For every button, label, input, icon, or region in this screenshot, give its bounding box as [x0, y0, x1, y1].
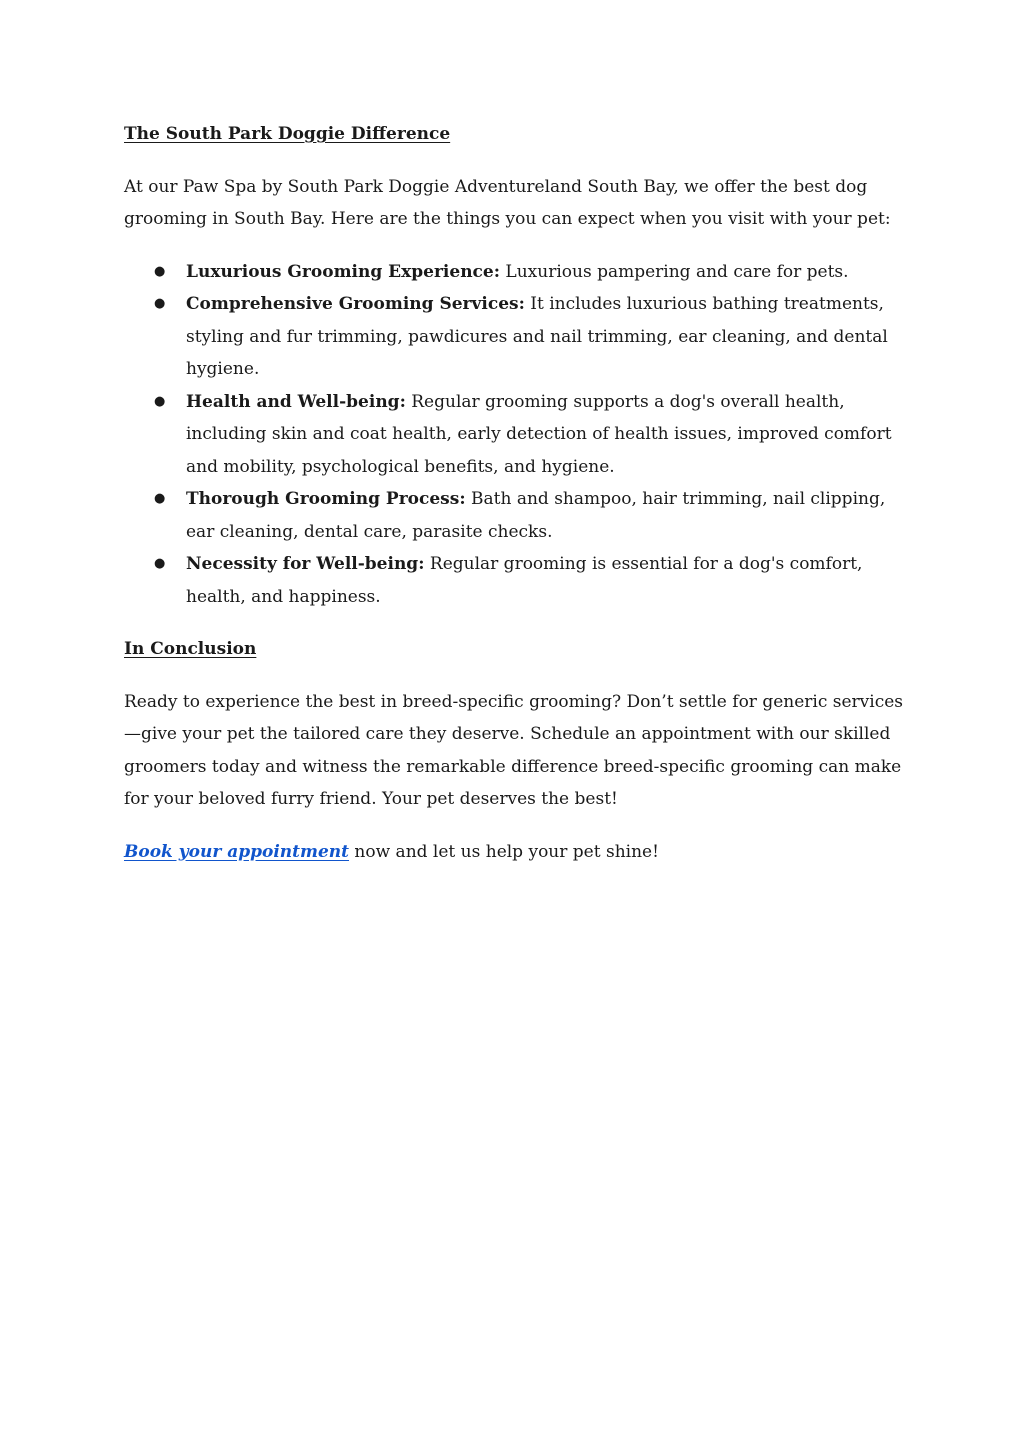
feature-term: Health and Well-being: — [186, 391, 406, 412]
feature-term: Luxurious Grooming Experience: — [186, 261, 501, 282]
feature-term: Thorough Grooming Process: — [186, 489, 466, 509]
cta-text: now and let us help your pet shine! — [354, 841, 659, 862]
book-appointment-link[interactable]: Book your appointment — [124, 841, 350, 862]
bullet-icon: ● — [154, 263, 166, 279]
feature-term: Comprehensive Grooming Services: — [186, 294, 525, 314]
feature-list — [124, 256, 904, 614]
bullet-icon: ● — [154, 296, 166, 311]
feature-description: It includes luxurious bathing treatments, styling and fur trimming, pawdicures and nail trimming, ear cleaning, and dental hygiene. — [186, 294, 888, 379]
bullet-icon: ● — [154, 491, 166, 506]
list-item — [124, 483, 904, 548]
list-item — [124, 548, 904, 613]
call-to-action — [124, 836, 904, 869]
document-page — [124, 118, 904, 868]
list-item — [124, 256, 904, 289]
bullet-icon: ● — [154, 556, 166, 571]
feature-description: Luxurious pampering and care for pets. — [505, 261, 849, 282]
feature-description: Bath and shampoo, hair trimming, nail clipping, ear cleaning, dental care, parasite checks. — [186, 489, 886, 542]
section-heading-difference: The South Park Doggie Difference — [124, 124, 451, 144]
list-item — [124, 288, 904, 386]
conclusion-paragraph: Ready to experience the best in breed-specific grooming? Don’t settle for generic services—give your pet the tailored care they deserve. Schedule an appointment with our skilled groomers today and witness the remarkable difference breed-specific grooming can make for your beloved furry friend. Your pet deserves the best! — [124, 691, 904, 809]
feature-description: Regular grooming is essential for a dog's comfort, health, and happiness. — [186, 554, 863, 607]
feature-term: Necessity for Well-being: — [186, 554, 425, 574]
section-heading-conclusion: In Conclusion — [124, 639, 257, 659]
intro-paragraph: At our Paw Spa by South Park Doggie Adventureland South Bay, we offer the best dog grooming in South Bay. Here are the things you can expect when you visit with your pet: — [124, 176, 891, 229]
feature-description: Regular grooming supports a dog's overall health, including skin and coat health, early detection of health issues, improved comfort and mobility, psychological benefits, and hygiene. — [186, 391, 892, 477]
bullet-icon: ● — [154, 393, 166, 409]
list-item — [124, 386, 904, 484]
